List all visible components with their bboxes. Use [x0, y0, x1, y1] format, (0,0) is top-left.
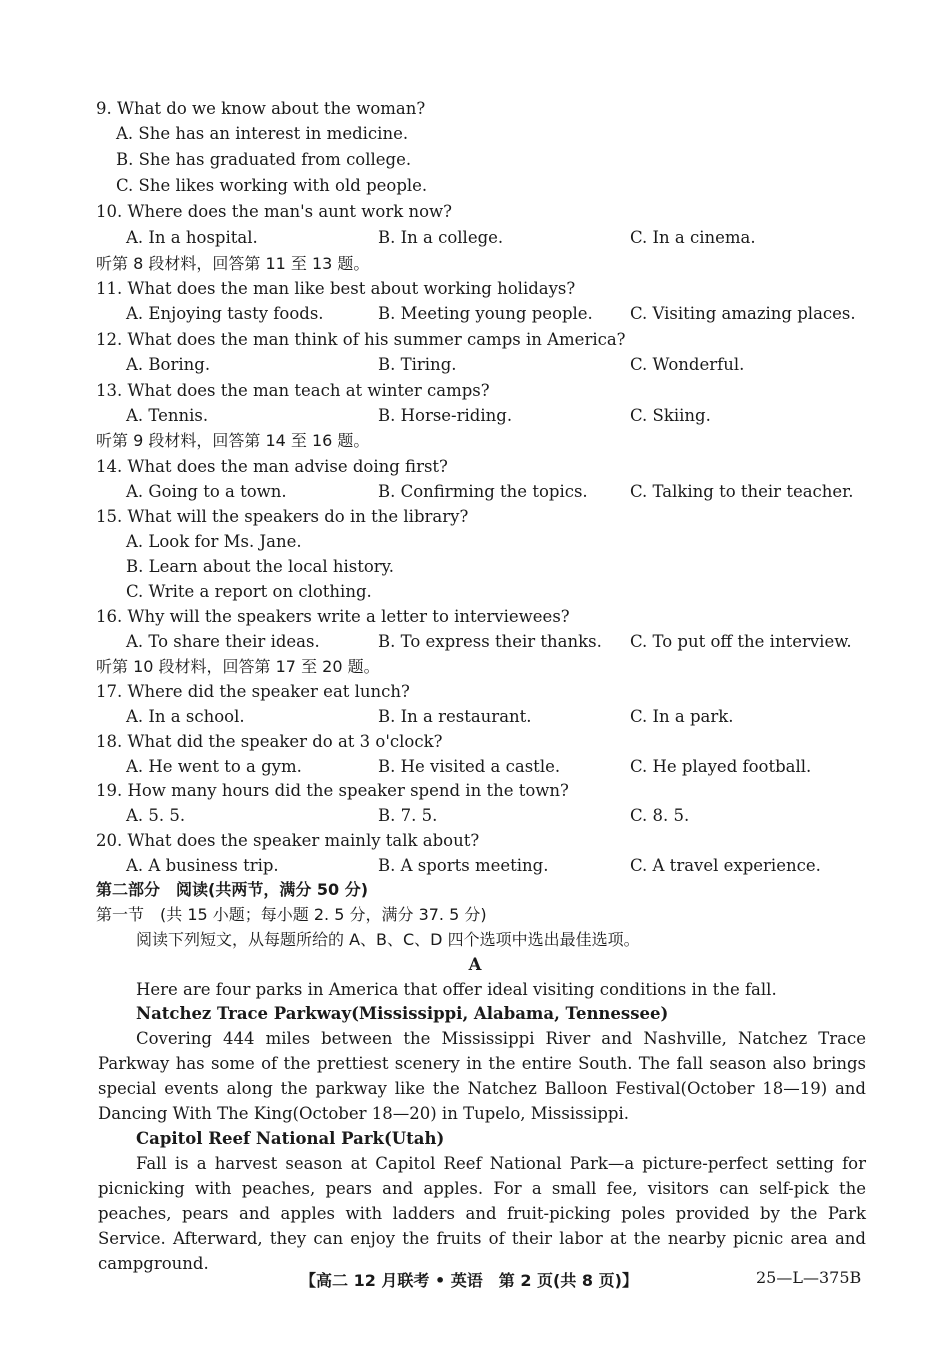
park-2-title: Capitol Reef National Park(Utah) — [136, 1129, 445, 1148]
reading-instruction: 阅读下列短文，从每题所给的 A、B、C、D 四个选项中选出最佳选项。 — [136, 930, 640, 949]
question-14-option-a: A. Going to a town. — [126, 482, 287, 501]
question-10-option-b: B. In a college. — [378, 228, 504, 247]
passage-letter: A — [468, 955, 482, 974]
question-17-option-a: A. In a school. — [126, 707, 245, 726]
question-15-stem: 15. What will the speakers do in the library? — [96, 507, 469, 526]
section-1-heading: 第一节 (共 15 小题；每小题 2. 5 分，满分 37. 5 分) — [96, 905, 487, 924]
section-10-instruction: 听第 10 段材料，回答第 17 至 20 题。 — [96, 657, 380, 676]
question-11-option-c: C. Visiting amazing places. — [630, 304, 856, 323]
question-9-option-b: B. She has graduated from college. — [116, 150, 412, 169]
section-8-instruction: 听第 8 段材料，回答第 11 至 13 题。 — [96, 254, 370, 273]
question-18-option-c: C. He played football. — [630, 757, 812, 776]
question-11-option-b: B. Meeting young people. — [378, 304, 593, 323]
question-11-option-a: A. Enjoying tasty foods. — [126, 304, 324, 323]
question-10-option-a: A. In a hospital. — [126, 228, 258, 247]
question-16-option-b: B. To express their thanks. — [378, 632, 602, 651]
section-9-instruction: 听第 9 段材料，回答第 14 至 16 题。 — [96, 431, 370, 450]
park-1-title: Natchez Trace Parkway(Mississippi, Alabama, Tennessee) — [136, 1004, 669, 1023]
exam-code: 25—L—375B — [756, 1268, 862, 1287]
question-15-option-a: A. Look for Ms. Jane. — [126, 532, 302, 551]
question-13-stem: 13. What does the man teach at winter camps? — [96, 381, 490, 400]
question-17-option-c: C. In a park. — [630, 707, 734, 726]
question-12-option-c: C. Wonderful. — [630, 355, 745, 374]
question-15-option-c: C. Write a report on clothing. — [126, 582, 372, 601]
question-17-stem: 17. Where did the speaker eat lunch? — [96, 682, 410, 701]
question-13-option-b: B. Horse-riding. — [378, 406, 513, 425]
question-18-stem: 18. What did the speaker do at 3 o'clock? — [96, 732, 443, 751]
question-10-option-c: C. In a cinema. — [630, 228, 756, 247]
question-14-stem: 14. What does the man advise doing first? — [96, 457, 448, 476]
question-19-option-b: B. 7. 5. — [378, 806, 438, 825]
question-20-option-a: A. A business trip. — [126, 856, 279, 875]
question-9-stem: 9. What do we know about the woman? — [96, 99, 426, 118]
question-16-option-a: A. To share their ideas. — [126, 632, 320, 651]
question-18-option-a: A. He went to a gym. — [126, 757, 302, 776]
question-17-option-b: B. In a restaurant. — [378, 707, 532, 726]
question-14-option-c: C. Talking to their teacher. — [630, 482, 854, 501]
question-14-option-b: B. Confirming the topics. — [378, 482, 588, 501]
question-12-stem: 12. What does the man think of his summer camps in America? — [96, 330, 626, 349]
passage-intro: Here are four parks in America that offer ideal visiting conditions in the fall. — [136, 980, 777, 999]
question-11-stem: 11. What does the man like best about working holidays? — [96, 279, 576, 298]
question-10-stem: 10. Where does the man's aunt work now? — [96, 202, 453, 221]
question-20-option-b: B. A sports meeting. — [378, 856, 549, 875]
question-13-option-a: A. Tennis. — [126, 406, 209, 425]
page-footer: 【高二 12 月联考 • 英语 第 2 页(共 8 页)】 — [300, 1271, 638, 1290]
question-19-stem: 19. How many hours did the speaker spend in the town? — [96, 781, 569, 800]
question-18-option-b: B. He visited a castle. — [378, 757, 561, 776]
question-20-stem: 20. What does the speaker mainly talk about? — [96, 831, 480, 850]
question-12-option-a: A. Boring. — [126, 355, 211, 374]
question-12-option-b: B. Tiring. — [378, 355, 457, 374]
question-19-option-a: A. 5. 5. — [126, 806, 186, 825]
question-9-option-c: C. She likes working with old people. — [116, 176, 428, 195]
question-20-option-c: C. A travel experience. — [630, 856, 821, 875]
question-9-option-a: A. She has an interest in medicine. — [116, 124, 409, 143]
question-16-option-c: C. To put off the interview. — [630, 632, 852, 651]
question-19-option-c: C. 8. 5. — [630, 806, 690, 825]
question-13-option-c: C. Skiing. — [630, 406, 711, 425]
park-1-description: Covering 444 miles between the Mississippi River and Nashville, Natchez Trace Parkway has some of the prettiest scenery in the entire South. The fall season also brings special events along the parkway like the Natchez Balloon Festival(October 18—19) and Dancing With The King(October 18—20) in Tupelo, Mississippi. — [98, 1029, 866, 1123]
question-15-option-b: B. Learn about the local history. — [126, 557, 395, 576]
part-2-heading: 第二部分 阅读(共两节，满分 50 分) — [96, 880, 369, 899]
park-2-description: Fall is a harvest season at Capitol Reef National Park—a picture-perfect setting for picnicking with peaches, pears and apples. For a small fee, visitors can self-pick the peaches, pears and apples with ladders and fruit-picking poles provided by the Park Service. Afterward, they can enjoy the fruits of their labor at the nearby picnic area and campground. — [98, 1154, 866, 1273]
question-16-stem: 16. Why will the speakers write a letter to interviewees? — [96, 607, 570, 626]
